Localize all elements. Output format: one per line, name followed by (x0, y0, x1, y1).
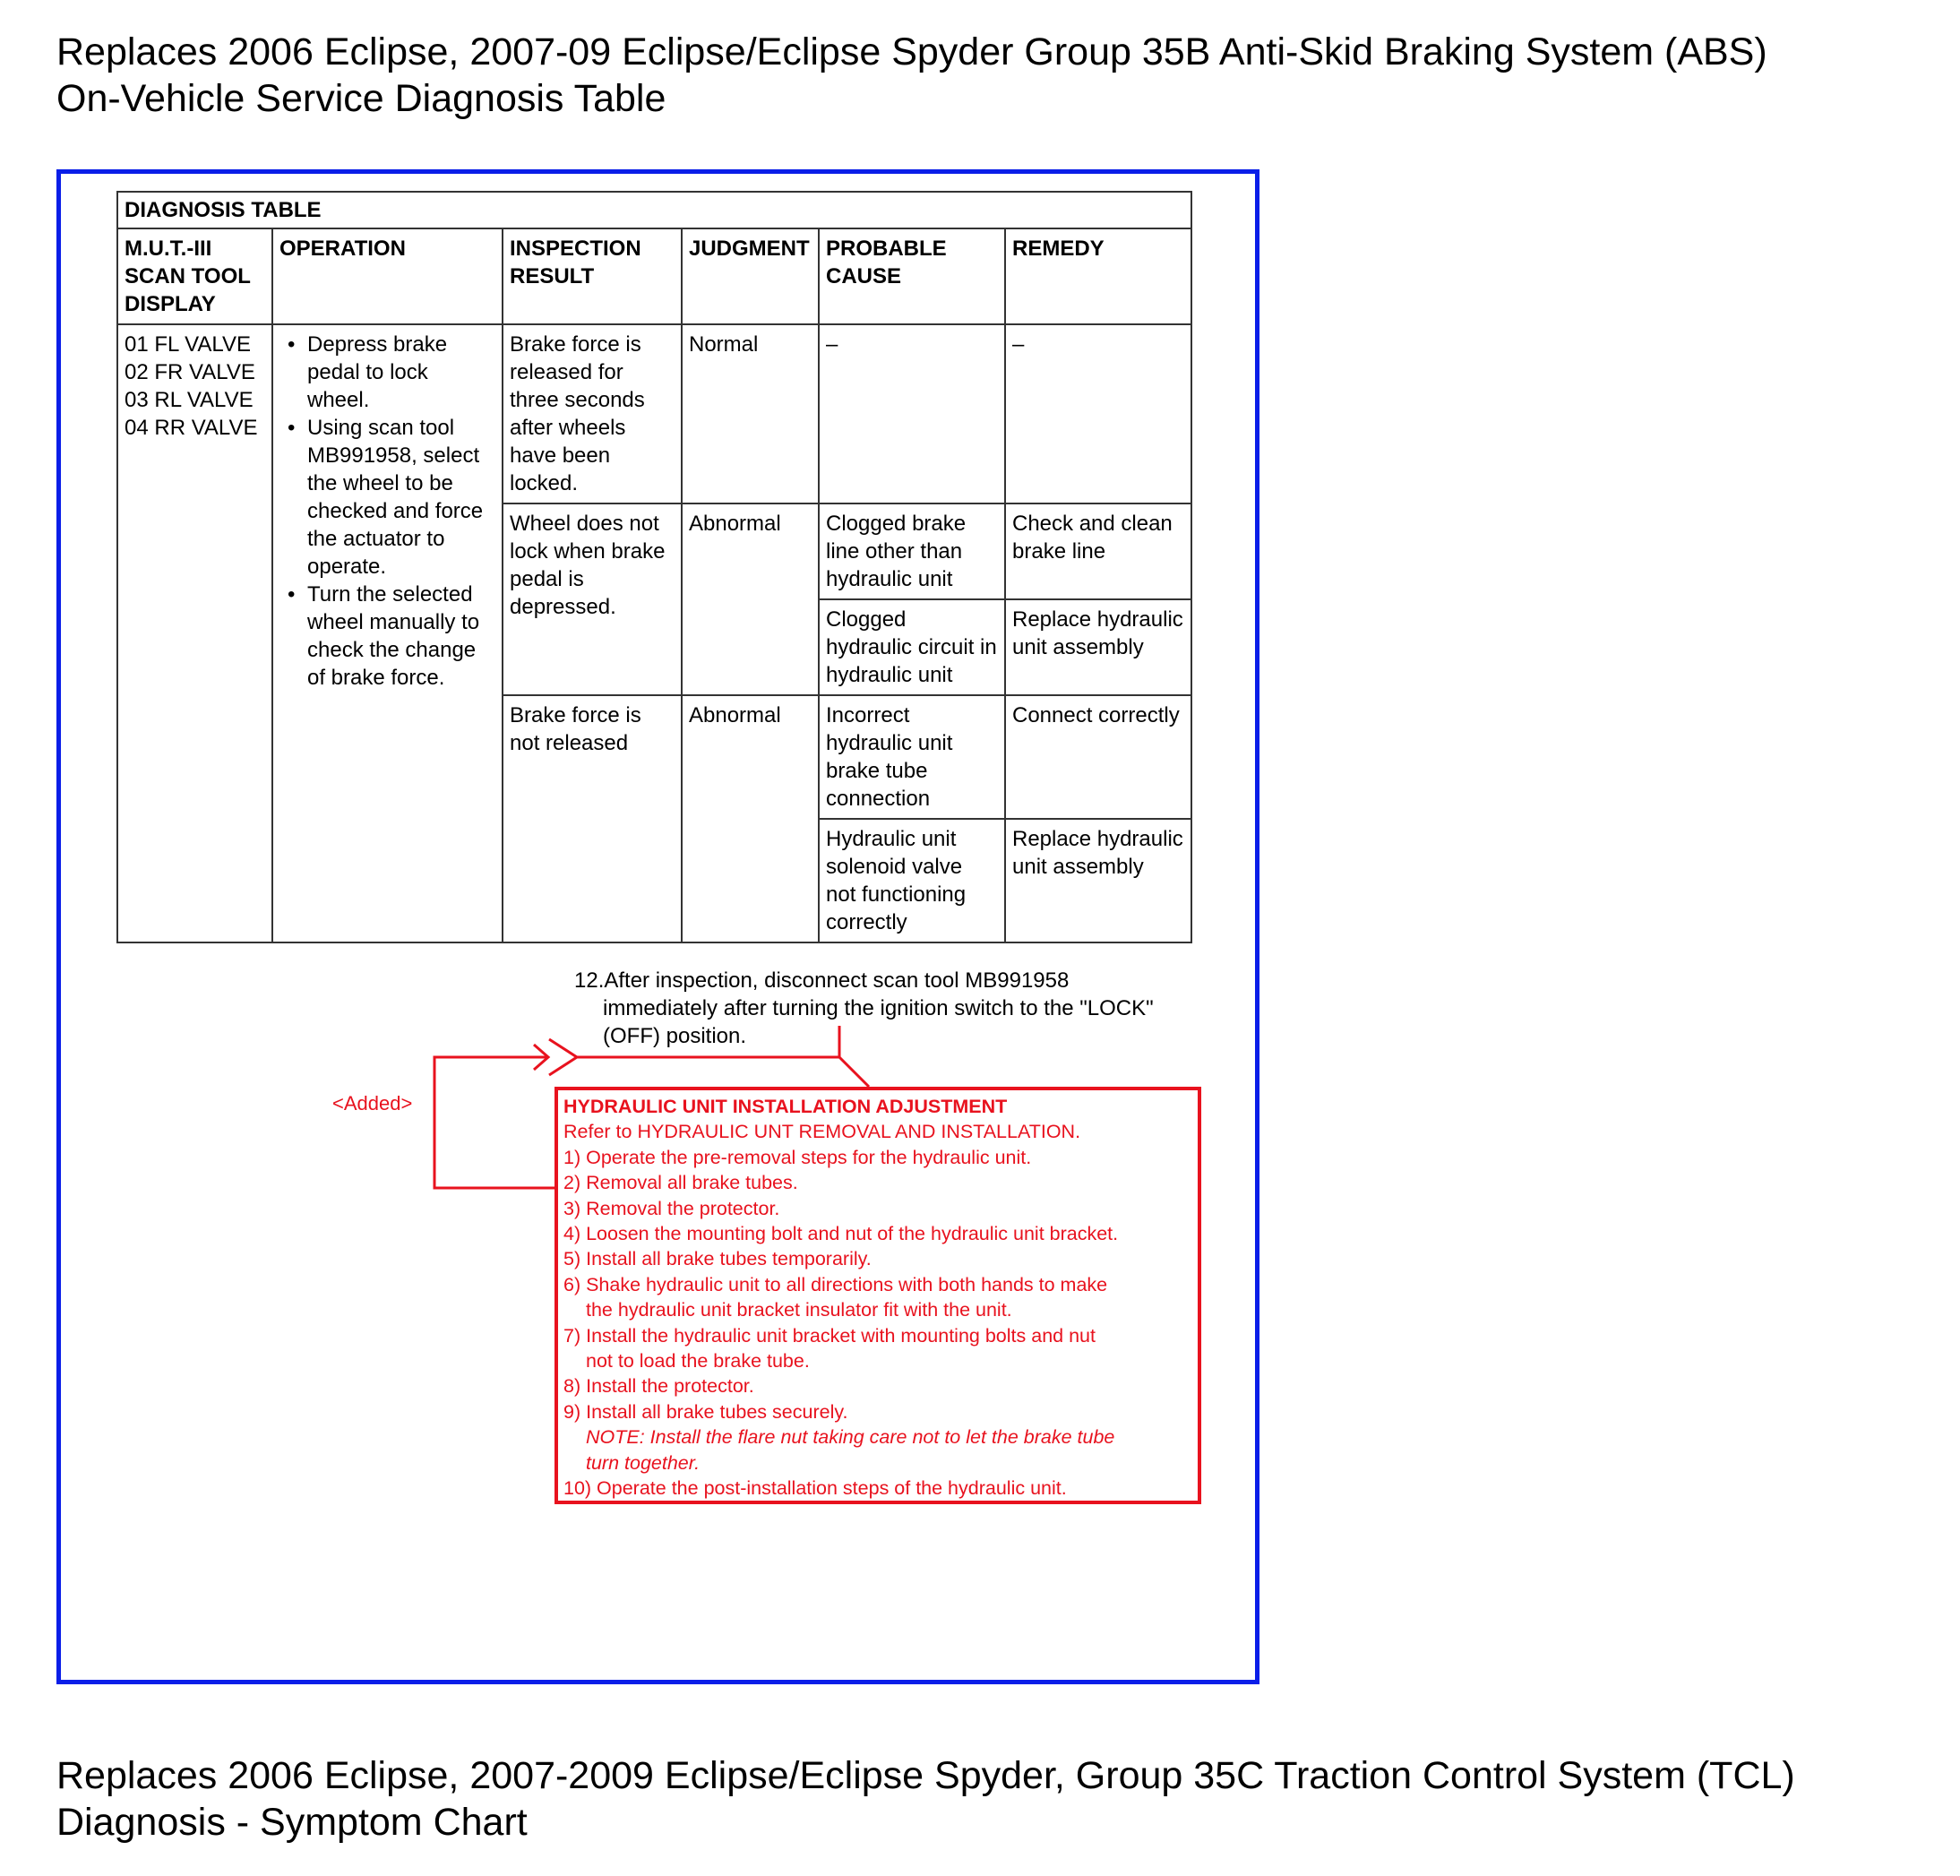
col-header-judgment: JUDGMENT (682, 228, 819, 324)
operation-step: • Depress brake pedal to lock wheel. (307, 331, 495, 414)
page-heading (56, 29, 1767, 122)
col-header-operation: OPERATION (272, 228, 503, 324)
table-title: DIAGNOSIS TABLE (117, 192, 1191, 228)
operation-step: • Using scan tool MB991958, select the wheel to be checked and force the actuator to operate. (307, 414, 495, 581)
result-cell: Brake force is not released (503, 695, 682, 942)
procedure-note: turn together. (586, 1451, 701, 1474)
display-item: 01 FL VALVE (125, 332, 251, 357)
footer-line-1: Replaces 2006 Eclipse, 2007-2009 Eclipse/Eclipse Spyder, Group 35C Traction Control System (TCL) (56, 1754, 1795, 1797)
col-header-remedy: REMEDY (1005, 228, 1191, 324)
col-header-cause: PROBABLE CAUSE (819, 228, 1005, 324)
step-12-line: (OFF) position. (603, 1024, 747, 1048)
added-box-title: HYDRAULIC UNIT INSTALLATION ADJUSTMENT (563, 1096, 1008, 1117)
judgment-cell: Abnormal (682, 695, 819, 942)
procedure-step: 7) Install the hydraulic unit bracket with mounting bolts and nut (563, 1324, 1096, 1347)
procedure-step: 2) Removal all brake tubes. (563, 1172, 798, 1194)
procedure-step: 6) Shake hydraulic unit to all directions with both hands to make (563, 1273, 1108, 1295)
procedure-step: 5) Install all brake tubes temporarily. (563, 1248, 872, 1270)
procedure-step-cont: the hydraulic unit bracket insulator fit with the unit. (586, 1299, 1012, 1321)
page-footer-heading (56, 1752, 1795, 1846)
result-cell: Brake force is released for three seconds after wheels have been locked. (503, 324, 682, 503)
result-cell: Wheel does not lock when brake pedal is depressed. (503, 503, 682, 695)
procedure-step: 9) Install all brake tubes securely. (563, 1400, 848, 1423)
procedure-step: 1) Operate the pre-removal steps for the hydraulic unit. (563, 1146, 1032, 1168)
step-12-line: immediately after turning the ignition switch to the "LOCK" (603, 996, 1154, 1020)
procedure-step-cont: not to load the brake tube. (586, 1350, 810, 1373)
remedy-cell: Connect correctly (1005, 695, 1191, 819)
display-item: 02 FR VALVE (125, 360, 255, 384)
col-header-display: M.U.T.-III SCAN TOOL DISPLAY (117, 228, 272, 324)
judgment-cell: Abnormal (682, 503, 819, 695)
procedure-note: NOTE: Install the flare nut taking care not to let the brake tube (586, 1426, 1115, 1449)
display-item: 03 RL VALVE (125, 388, 254, 412)
heading-line-2: On-Vehicle Service Diagnosis Table (56, 77, 666, 120)
display-item: 04 RR VALVE (125, 416, 258, 440)
cause-cell: Hydraulic unit solenoid valve not functioning correctly (819, 819, 1005, 942)
procedure-step: 10) Operate the post-installation steps of the hydraulic unit. (563, 1477, 1067, 1500)
cause-cell: Incorrect hydraulic unit brake tube connection (819, 695, 1005, 819)
display-cell (117, 324, 272, 942)
step-12-line: 12.After inspection, disconnect scan tool MB991958 (574, 968, 1070, 993)
diagnosis-table (116, 191, 1192, 943)
footer-line-2: Diagnosis - Symptom Chart (56, 1801, 528, 1844)
operation-cell (272, 324, 503, 942)
cause-cell: – (819, 324, 1005, 503)
col-header-result: INSPECTION RESULT (503, 228, 682, 324)
step-12-text (574, 967, 1219, 1050)
remedy-cell: Replace hydraulic unit assembly (1005, 819, 1191, 942)
remedy-cell: – (1005, 324, 1191, 503)
added-label: <Added> (332, 1092, 413, 1114)
procedure-step: 3) Removal the protector. (563, 1197, 780, 1219)
heading-line-1: Replaces 2006 Eclipse, 2007-09 Eclipse/Eclipse Spyder Group 35B Anti-Skid Braking System (ABS) (56, 30, 1767, 73)
operation-step: • Turn the selected wheel manually to check the change of brake force. (307, 581, 495, 692)
remedy-cell: Replace hydraulic unit assembly (1005, 599, 1191, 695)
remedy-cell: Check and clean brake line (1005, 503, 1191, 599)
judgment-cell: Normal (682, 324, 819, 503)
procedure-step: 4) Loosen the mounting bolt and nut of the hydraulic unit bracket. (563, 1223, 1119, 1245)
added-procedure-box (554, 1087, 1201, 1504)
cause-cell: Clogged brake line other than hydraulic unit (819, 503, 1005, 599)
added-box-intro: Refer to HYDRAULIC UNT REMOVAL AND INSTALLATION. (563, 1121, 1081, 1143)
procedure-step: 8) Install the protector. (563, 1375, 754, 1398)
cause-cell: Clogged hydraulic circuit in hydraulic unit (819, 599, 1005, 695)
